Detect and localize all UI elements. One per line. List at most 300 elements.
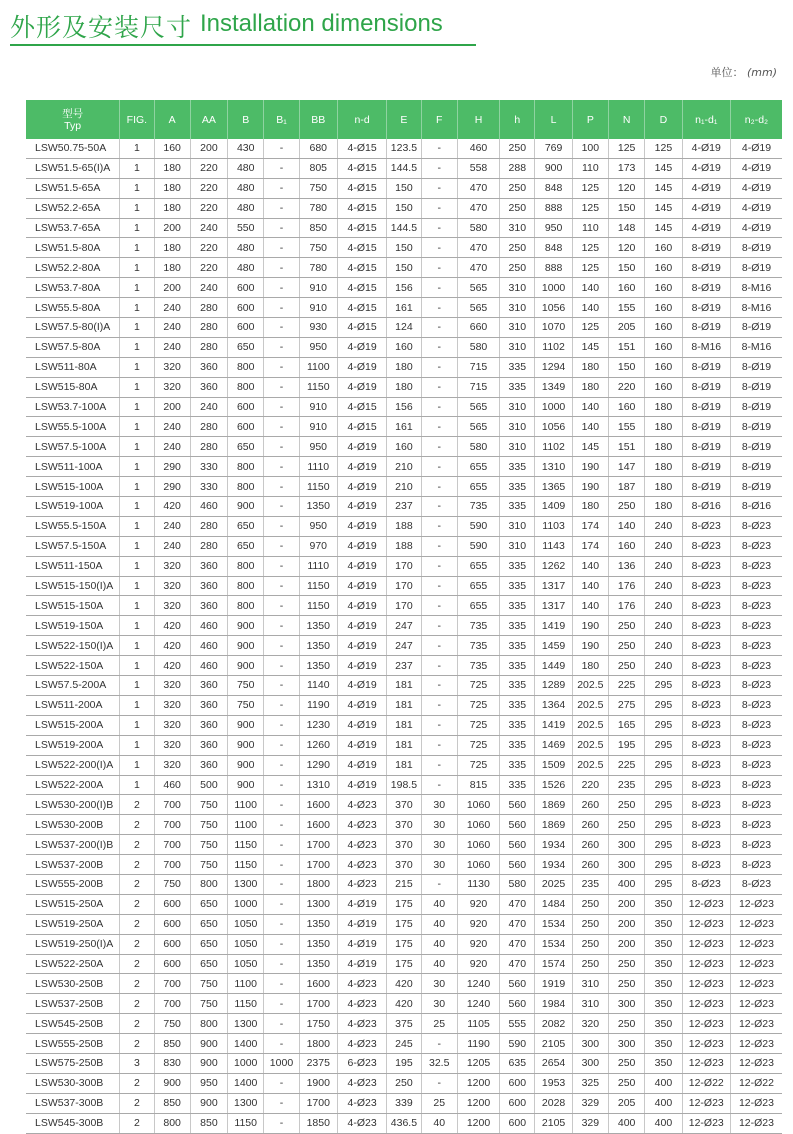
table-cell: 295 bbox=[645, 755, 682, 775]
table-cell: 930 bbox=[299, 318, 337, 338]
table-cell: 30 bbox=[421, 994, 457, 1014]
table-cell: 4-Ø23 bbox=[337, 1113, 386, 1133]
table-cell: 240 bbox=[154, 536, 190, 556]
table-cell: - bbox=[264, 497, 299, 517]
table-cell: 4-Ø19 bbox=[337, 934, 386, 954]
table-cell: 145 bbox=[645, 178, 682, 198]
table-cell: 250 bbox=[572, 934, 608, 954]
table-cell: 310 bbox=[500, 536, 535, 556]
table-cell: 400 bbox=[609, 1113, 645, 1133]
table-cell: 160 bbox=[645, 298, 682, 318]
table-row bbox=[26, 158, 782, 178]
table-cell: 4-Ø23 bbox=[337, 1034, 386, 1054]
table-cell: 250 bbox=[609, 497, 645, 517]
table-row bbox=[26, 337, 782, 357]
model-cell: LSW57.5-100A bbox=[26, 437, 120, 457]
table-cell: 250 bbox=[609, 1014, 645, 1034]
table-cell: 12-Ø23 bbox=[682, 1093, 730, 1113]
table-cell: 295 bbox=[645, 835, 682, 855]
table-cell: 12-Ø23 bbox=[682, 1014, 730, 1034]
table-cell: 1 bbox=[120, 278, 154, 298]
table-cell: 805 bbox=[299, 158, 337, 178]
table-cell: 330 bbox=[190, 457, 227, 477]
table-cell: 800 bbox=[228, 457, 264, 477]
table-cell: 2 bbox=[120, 874, 154, 894]
model-cell: LSW57.5-200A bbox=[26, 676, 120, 696]
table-cell: - bbox=[421, 1073, 457, 1093]
table-cell: 8-Ø23 bbox=[730, 656, 782, 676]
table-cell: - bbox=[264, 616, 299, 636]
table-cell: 560 bbox=[500, 795, 535, 815]
table-cell: 155 bbox=[609, 417, 645, 437]
table-cell: 1110 bbox=[299, 556, 337, 576]
table-row bbox=[26, 1113, 782, 1133]
table-cell: 1 bbox=[120, 516, 154, 536]
table-cell: - bbox=[264, 855, 299, 875]
table-cell: 1 bbox=[120, 417, 154, 437]
table-row bbox=[26, 695, 782, 715]
table-cell: 295 bbox=[645, 735, 682, 755]
table-cell: 1 bbox=[120, 178, 154, 198]
table-row bbox=[26, 238, 782, 258]
table-cell: 200 bbox=[190, 139, 227, 158]
table-cell: 1400 bbox=[228, 1034, 264, 1054]
table-cell: 335 bbox=[500, 497, 535, 517]
table-cell: 350 bbox=[645, 894, 682, 914]
table-cell: 590 bbox=[457, 516, 499, 536]
table-cell: 1 bbox=[120, 735, 154, 755]
model-cell: LSW57.5-80(I)A bbox=[26, 318, 120, 338]
table-cell: 1534 bbox=[535, 914, 572, 934]
model-cell: LSW522-150A bbox=[26, 656, 120, 676]
table-cell: 250 bbox=[572, 954, 608, 974]
table-cell: 1102 bbox=[535, 337, 572, 357]
table-cell: 12-Ø23 bbox=[730, 1014, 782, 1034]
table-cell: 25 bbox=[421, 1014, 457, 1034]
table-cell: 310 bbox=[500, 516, 535, 536]
table-cell: - bbox=[421, 198, 457, 218]
table-cell: 8-Ø23 bbox=[730, 536, 782, 556]
table-cell: 240 bbox=[645, 576, 682, 596]
table-cell: 335 bbox=[500, 735, 535, 755]
table-cell: 145 bbox=[572, 437, 608, 457]
table-cell: - bbox=[264, 318, 299, 338]
table-cell: 580 bbox=[457, 337, 499, 357]
table-cell: 1 bbox=[120, 755, 154, 775]
page-title-cn: 外形及安装尺寸 bbox=[10, 13, 193, 42]
table-cell: 1 bbox=[120, 477, 154, 497]
table-cell: 590 bbox=[457, 536, 499, 556]
table-cell: 4-Ø15 bbox=[337, 278, 386, 298]
table-row bbox=[26, 1014, 782, 1034]
table-cell: - bbox=[264, 198, 299, 218]
table-cell: 1310 bbox=[299, 775, 337, 795]
table-cell: 125 bbox=[572, 198, 608, 218]
table-cell: 700 bbox=[154, 994, 190, 1014]
table-cell: 160 bbox=[154, 139, 190, 158]
table-cell: 320 bbox=[154, 556, 190, 576]
table-row bbox=[26, 914, 782, 934]
table-cell: 750 bbox=[154, 1014, 190, 1034]
table-cell: - bbox=[264, 298, 299, 318]
table-cell: 4-Ø19 bbox=[337, 775, 386, 795]
table-cell: 600 bbox=[228, 278, 264, 298]
table-cell: 240 bbox=[190, 397, 227, 417]
table-cell: 12-Ø23 bbox=[730, 1113, 782, 1133]
table-cell: 2654 bbox=[535, 1053, 572, 1073]
table-cell: 350 bbox=[645, 914, 682, 934]
table-cell: 32.5 bbox=[421, 1053, 457, 1073]
table-cell: - bbox=[421, 457, 457, 477]
table-cell: 295 bbox=[645, 775, 682, 795]
table-cell: 1 bbox=[120, 318, 154, 338]
table-cell: 220 bbox=[572, 775, 608, 795]
table-cell: 180 bbox=[387, 377, 421, 397]
table-cell: 240 bbox=[154, 318, 190, 338]
table-cell: 1200 bbox=[457, 1073, 499, 1093]
table-cell: 180 bbox=[154, 158, 190, 178]
table-cell: 160 bbox=[645, 278, 682, 298]
table-cell: 202.5 bbox=[572, 755, 608, 775]
table-cell: 800 bbox=[228, 477, 264, 497]
table-cell: 1150 bbox=[299, 596, 337, 616]
column-header bbox=[457, 100, 499, 139]
table-cell: 12-Ø23 bbox=[730, 954, 782, 974]
table-cell: 1 bbox=[120, 238, 154, 258]
model-cell: LSW530-200B bbox=[26, 815, 120, 835]
table-cell: - bbox=[264, 139, 299, 158]
model-cell: LSW537-200(I)B bbox=[26, 835, 120, 855]
table-cell: 8-Ø23 bbox=[682, 755, 730, 775]
table-cell: 8-Ø23 bbox=[682, 576, 730, 596]
table-row bbox=[26, 576, 782, 596]
table-cell: 480 bbox=[228, 198, 264, 218]
table-cell: 460 bbox=[190, 636, 227, 656]
column-header bbox=[730, 100, 782, 139]
table-cell: 240 bbox=[645, 596, 682, 616]
table-cell: 320 bbox=[154, 377, 190, 397]
table-cell: - bbox=[421, 477, 457, 497]
table-cell: 8-M16 bbox=[682, 337, 730, 357]
table-cell: 125 bbox=[572, 258, 608, 278]
column-header bbox=[387, 100, 421, 139]
table-cell: 8-Ø23 bbox=[682, 775, 730, 795]
table-cell: 160 bbox=[609, 536, 645, 556]
table-cell: 600 bbox=[154, 954, 190, 974]
table-cell: 600 bbox=[154, 894, 190, 914]
table-cell: 1050 bbox=[228, 954, 264, 974]
table-cell: 1150 bbox=[228, 835, 264, 855]
table-row bbox=[26, 437, 782, 457]
model-cell: LSW522-200(I)A bbox=[26, 755, 120, 775]
table-cell: 300 bbox=[609, 1034, 645, 1054]
table-cell: 4-Ø23 bbox=[337, 974, 386, 994]
model-cell: LSW51.5-80A bbox=[26, 238, 120, 258]
table-cell: 1300 bbox=[228, 1014, 264, 1034]
table-cell: 8-Ø19 bbox=[730, 417, 782, 437]
table-row bbox=[26, 874, 782, 894]
table-row bbox=[26, 934, 782, 954]
table-cell: 1 bbox=[120, 616, 154, 636]
table-cell: 110 bbox=[572, 158, 608, 178]
table-cell: 910 bbox=[299, 298, 337, 318]
table-cell: 220 bbox=[190, 258, 227, 278]
table-cell: 335 bbox=[500, 775, 535, 795]
table-cell: 725 bbox=[457, 755, 499, 775]
model-cell: LSW55.5-150A bbox=[26, 516, 120, 536]
table-cell: 715 bbox=[457, 357, 499, 377]
column-header bbox=[190, 100, 227, 139]
table-cell: 420 bbox=[154, 656, 190, 676]
table-cell: - bbox=[264, 874, 299, 894]
table-cell: 4-Ø15 bbox=[337, 318, 386, 338]
table-cell: 800 bbox=[190, 1014, 227, 1034]
model-cell: LSW515-100A bbox=[26, 477, 120, 497]
table-cell: 4-Ø15 bbox=[337, 238, 386, 258]
table-cell: 1000 bbox=[228, 1053, 264, 1073]
table-cell: 4-Ø19 bbox=[337, 894, 386, 914]
table-cell: 181 bbox=[387, 755, 421, 775]
table-cell: 1419 bbox=[535, 616, 572, 636]
table-row bbox=[26, 516, 782, 536]
table-cell: 1050 bbox=[228, 934, 264, 954]
table-cell: 8-Ø19 bbox=[730, 318, 782, 338]
table-cell: 150 bbox=[387, 198, 421, 218]
table-cell: 850 bbox=[154, 1093, 190, 1113]
table-cell: 335 bbox=[500, 556, 535, 576]
table-cell: 250 bbox=[500, 178, 535, 198]
table-cell: 4-Ø23 bbox=[337, 795, 386, 815]
table-cell: 2 bbox=[120, 1093, 154, 1113]
table-cell: 850 bbox=[190, 1113, 227, 1133]
table-cell: 460 bbox=[190, 497, 227, 517]
table-cell: 1 bbox=[120, 258, 154, 278]
table-cell: 1102 bbox=[535, 437, 572, 457]
table-cell: 800 bbox=[154, 1113, 190, 1133]
table-cell: 145 bbox=[645, 158, 682, 178]
table-cell: 1140 bbox=[299, 676, 337, 696]
table-cell: 1190 bbox=[457, 1034, 499, 1054]
table-cell: 888 bbox=[535, 198, 572, 218]
table-cell: 12-Ø22 bbox=[682, 1073, 730, 1093]
table-cell: - bbox=[421, 1034, 457, 1054]
table-cell: - bbox=[264, 775, 299, 795]
column-header bbox=[228, 100, 264, 139]
table-cell: 750 bbox=[190, 974, 227, 994]
column-header-label: P bbox=[586, 113, 594, 126]
table-cell: - bbox=[421, 576, 457, 596]
table-cell: 400 bbox=[645, 1113, 682, 1133]
table-cell: 8-Ø23 bbox=[730, 616, 782, 636]
table-cell: 848 bbox=[535, 238, 572, 258]
table-cell: - bbox=[264, 1073, 299, 1093]
table-cell: 8-Ø23 bbox=[730, 795, 782, 815]
table-cell: 725 bbox=[457, 695, 499, 715]
table-cell: 8-Ø19 bbox=[730, 377, 782, 397]
column-header-label: E bbox=[400, 113, 408, 126]
table-cell: 225 bbox=[609, 755, 645, 775]
table-cell: 360 bbox=[190, 735, 227, 755]
table-row bbox=[26, 218, 782, 238]
table-cell: 176 bbox=[609, 576, 645, 596]
table-cell: - bbox=[264, 536, 299, 556]
table-cell: 8-Ø19 bbox=[682, 397, 730, 417]
table-cell: - bbox=[264, 377, 299, 397]
table-cell: 600 bbox=[154, 934, 190, 954]
table-cell: 8-M16 bbox=[730, 278, 782, 298]
table-cell: 202.5 bbox=[572, 695, 608, 715]
table-row bbox=[26, 815, 782, 835]
table-cell: 2 bbox=[120, 855, 154, 875]
unit-value: (mm) bbox=[746, 66, 777, 79]
table-row bbox=[26, 497, 782, 517]
table-cell: 700 bbox=[154, 835, 190, 855]
table-cell: 123.5 bbox=[387, 139, 421, 158]
table-cell: 1060 bbox=[457, 815, 499, 835]
table-cell: 400 bbox=[645, 1073, 682, 1093]
table-cell: - bbox=[421, 218, 457, 238]
table-cell: 30 bbox=[421, 974, 457, 994]
table-cell: 220 bbox=[609, 377, 645, 397]
model-cell: LSW519-250(I)A bbox=[26, 934, 120, 954]
table-cell: 750 bbox=[299, 238, 337, 258]
table-cell: 920 bbox=[457, 934, 499, 954]
table-cell: 750 bbox=[190, 815, 227, 835]
table-cell: 8-Ø19 bbox=[682, 298, 730, 318]
table-cell: 900 bbox=[228, 775, 264, 795]
table-cell: - bbox=[264, 755, 299, 775]
table-cell: 2 bbox=[120, 914, 154, 934]
table-cell: 1800 bbox=[299, 1034, 337, 1054]
table-cell: 590 bbox=[500, 1034, 535, 1054]
table-cell: 100 bbox=[572, 139, 608, 158]
table-cell: 900 bbox=[190, 1053, 227, 1073]
table-cell: 4-Ø19 bbox=[730, 158, 782, 178]
table-cell: 215 bbox=[387, 874, 421, 894]
table-cell: 310 bbox=[500, 437, 535, 457]
table-cell: 2082 bbox=[535, 1014, 572, 1034]
table-cell: 2 bbox=[120, 1113, 154, 1133]
table-cell: 147 bbox=[609, 457, 645, 477]
column-header bbox=[120, 100, 154, 139]
table-cell: 156 bbox=[387, 397, 421, 417]
table-cell: - bbox=[421, 298, 457, 318]
model-cell: LSW52.2-80A bbox=[26, 258, 120, 278]
table-cell: 12-Ø23 bbox=[682, 1034, 730, 1054]
table-cell: 470 bbox=[500, 894, 535, 914]
table-cell: 140 bbox=[572, 417, 608, 437]
table-cell: 8-Ø23 bbox=[730, 815, 782, 835]
table-cell: 1350 bbox=[299, 954, 337, 974]
table-cell: 144.5 bbox=[387, 158, 421, 178]
table-cell: 580 bbox=[500, 874, 535, 894]
table-row bbox=[26, 596, 782, 616]
table-cell: 950 bbox=[299, 516, 337, 536]
table-cell: 1240 bbox=[457, 974, 499, 994]
table-cell: 140 bbox=[572, 556, 608, 576]
table-cell: 12-Ø23 bbox=[682, 994, 730, 1014]
table-cell: 600 bbox=[228, 417, 264, 437]
table-row bbox=[26, 258, 782, 278]
table-cell: 280 bbox=[190, 337, 227, 357]
table-cell: - bbox=[421, 377, 457, 397]
table-cell: 295 bbox=[645, 874, 682, 894]
table-cell: 4-Ø15 bbox=[337, 139, 386, 158]
table-cell: 200 bbox=[609, 894, 645, 914]
unit-label: 单位： bbox=[710, 66, 744, 79]
table-cell: 8-Ø23 bbox=[730, 516, 782, 536]
table-cell: 1 bbox=[120, 218, 154, 238]
table-cell: 190 bbox=[572, 616, 608, 636]
table-cell: 12-Ø23 bbox=[682, 1053, 730, 1073]
table-cell: 4-Ø15 bbox=[337, 178, 386, 198]
table-cell: 2 bbox=[120, 954, 154, 974]
table-cell: 150 bbox=[387, 178, 421, 198]
table-cell: 750 bbox=[190, 835, 227, 855]
model-cell: LSW522-200A bbox=[26, 775, 120, 795]
table-cell: 4-Ø19 bbox=[337, 337, 386, 357]
table-cell: 165 bbox=[609, 715, 645, 735]
table-cell: 250 bbox=[609, 1053, 645, 1073]
table-cell: 900 bbox=[154, 1073, 190, 1093]
model-cell: LSW530-250B bbox=[26, 974, 120, 994]
table-cell: 1449 bbox=[535, 656, 572, 676]
table-cell: - bbox=[421, 536, 457, 556]
table-cell: - bbox=[264, 795, 299, 815]
table-cell: 310 bbox=[500, 397, 535, 417]
table-cell: 250 bbox=[500, 258, 535, 278]
table-cell: 8-Ø23 bbox=[682, 815, 730, 835]
table-cell: 655 bbox=[457, 576, 499, 596]
table-cell: 220 bbox=[190, 158, 227, 178]
table-cell: 8-Ø23 bbox=[730, 775, 782, 795]
table-cell: 330 bbox=[190, 477, 227, 497]
table-cell: 250 bbox=[500, 198, 535, 218]
column-header-label: L bbox=[550, 113, 557, 126]
table-cell: - bbox=[264, 357, 299, 377]
table-cell: 155 bbox=[609, 298, 645, 318]
table-cell: 1230 bbox=[299, 715, 337, 735]
table-cell: 180 bbox=[572, 497, 608, 517]
table-cell: 12-Ø22 bbox=[730, 1073, 782, 1093]
table-cell: - bbox=[421, 238, 457, 258]
table-body bbox=[26, 139, 782, 1133]
table-cell: 310 bbox=[500, 337, 535, 357]
table-cell: 12-Ø23 bbox=[730, 1034, 782, 1054]
table-cell: 12-Ø23 bbox=[682, 974, 730, 994]
table-cell: 180 bbox=[645, 457, 682, 477]
table-cell: 8-Ø19 bbox=[682, 318, 730, 338]
table-cell: 240 bbox=[645, 616, 682, 636]
table-cell: 1 bbox=[120, 576, 154, 596]
table-row bbox=[26, 457, 782, 477]
table-cell: 4-Ø23 bbox=[337, 855, 386, 875]
column-header-label: B bbox=[242, 113, 250, 126]
table-cell: 1 bbox=[120, 536, 154, 556]
page-title-en: Installation dimensions bbox=[200, 10, 443, 37]
table-cell: 1 bbox=[120, 139, 154, 158]
table-cell: 260 bbox=[572, 795, 608, 815]
table-cell: 160 bbox=[645, 238, 682, 258]
table-cell: 280 bbox=[190, 437, 227, 457]
table-cell: 8-Ø19 bbox=[682, 238, 730, 258]
model-cell: LSW515-150(I)A bbox=[26, 576, 120, 596]
table-cell: 910 bbox=[299, 278, 337, 298]
table-cell: 8-Ø23 bbox=[730, 556, 782, 576]
table-cell: 370 bbox=[387, 835, 421, 855]
table-cell: 1919 bbox=[535, 974, 572, 994]
table-cell: 1850 bbox=[299, 1113, 337, 1133]
